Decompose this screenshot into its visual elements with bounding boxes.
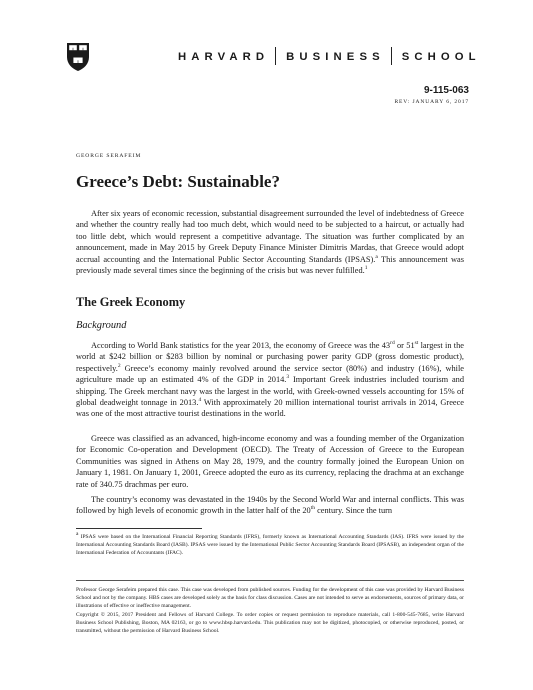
authorship-note: Professor George Serafeim prepared this case. This case was developed from published sources. Funding for the development of this case was provided by Harvard Business School and not by the company. HBS cases are developed solely as the basis for class discussion. Cases are not intended to serve as endorsements, sources of primary data, or illustrations of effective or ineffective management. [76,587,464,610]
harvard-shield-icon [66,42,90,72]
author-name: GEORGE SERAFEIM [76,153,142,159]
intro-paragraph: After six years of economic recession, substantial disagreement surrounded the level of indebtedness of Greece and whether the country really had too much debt, which would need to be subjected to a haircut, or actually had too little debt, which would represent a competitive advantage. The situation was further complicated by an announcement, made in May 2015 by Greek Deputy Finance Minister Dimitris Mardas, that Greece would adopt accrual accounting and the International Public Sector Accounting Standards (IPSAS).$^a$ This announcement was previously made several times since the beginning of the crisis but was never fulfilled.$^1$ [76,209,464,276]
section-heading: The Greek Economy [76,295,186,309]
revision-date: REV: JANUARY 6, 2017 [394,99,469,105]
wordmark-harvard: HARVARD [178,51,270,63]
background-paragraph-1: According to World Bank statistics for the year 2013, the economy of Greece was the 43rd or 51st largest in the world at $242 billion or $283 billion by nominal or purchasing power parity GDP (gross domestic product), respectively.$^2$ Greece’s economy mainly revolved around the service sector (80%) and industry (16%), while agriculture made up an estimated 4% of the GDP in 2014.$^3$ Important Greek industries included tourism and shipping. The Greek merchant navy was the largest in the world, with Greek-owned vessels accounting for 15% of global deadweight tonnage in 2013.$^4$ With approximately 20 million international tourist arrivals in 2014, Greece was one of the most attractive tourist destinations in the world. [76,340,465,419]
footer-divider [76,580,464,581]
copyright-notice: Copyright © 2015, 2017 President and Fellows of Harvard College. To order copies or request permission to reproduce materials, call 1-800-545-7685, write Harvard Business School Publishing, Boston, MA 02163, or go to www.hbsp.harvard.edu. This publication may not be digitized, photocopied, or otherwise reproduced, posted, or transmitted, without the permission of Harvard Business School. [76,612,464,635]
subsection-heading: Background [76,320,127,331]
wordmark-divider [391,47,392,65]
wordmark-business: BUSINESS [286,51,385,63]
background-paragraph-3: The country’s economy was devastated in the 1940s by the Second World War and internal conflicts. This was followed by high levels of economic growth in the latter half of the 20th century. Since the turn [76,495,464,516]
wordmark-divider [275,47,276,65]
footnote-divider [76,528,202,529]
wordmark-school: SCHOOL [401,51,481,63]
case-title: Greece’s Debt: Sustainable? [76,172,280,191]
case-number: 9-115-063 [423,85,469,96]
background-paragraph-2: Greece was classified as an advanced, high-income economy and was a founding member of the Organization for Economic Co-operation and Development (OECD). The Treaty of Accession of Greece to the European Communities was signed in Athens on May 28, 1979, and the country formally joined the European Union on January 1, 1981. On January 1, 2001, Greece adopted the euro as its currency, replacing the drachma at an exchange rate of 340.75 drachmas per euro. [76,434,464,489]
harvard-business-school-wordmark [178,47,481,65]
footnote-a: $^a$ IPSAS were based on the International Financial Reporting Standards (IFRS), formerly known as International Accounting Standards (IAS). IFRS were issued by the International Accounting Standards Board (IASB). IPSAS were issued by the International Public Sector Accounting Standards Board (IPSASB), an independent organ of the International Federation of Accountants (IFAC). [76,531,464,557]
